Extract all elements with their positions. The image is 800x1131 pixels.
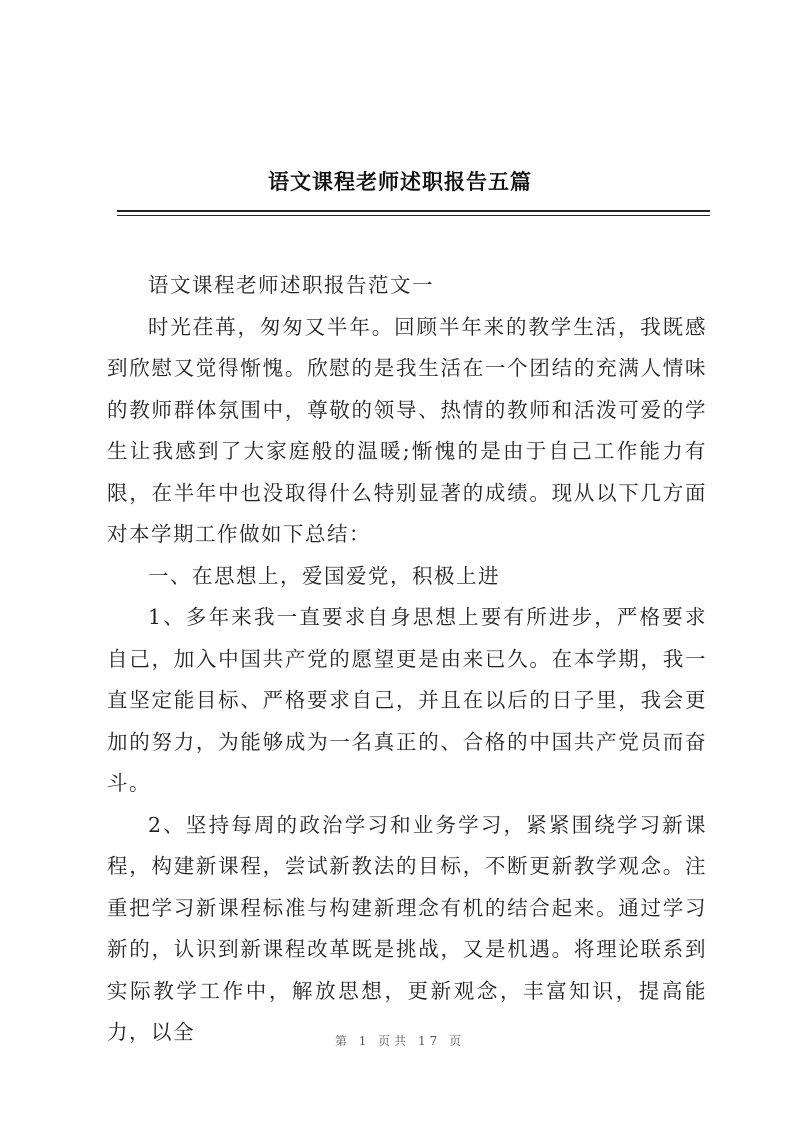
document-title: 语文课程老师述职报告五篇 <box>268 169 532 194</box>
paragraph: 2、坚持每周的政治学习和业务学习，紧紧围绕学习新课程，构建新课程，尝试新教法的目标，不断更新教学观念。注重把学习新课程标准与构建新理念有机的结合起来。通过学习新的，认识到新课程改革既是挑战，又是机遇。将理论联系到实际教学工作中，解放思想，更新观念，丰富知识，提高能力，以全 <box>107 812 707 1044</box>
paragraph: 时光荏苒，匆匆又半年。回顾半年来的教学生活，我既感到欣慰又觉得惭愧。欣慰的是我生活在一个团结的充满人情味的教师群体氛围中，尊敬的领导、热情的教师和活泼可爱的学生让我感到了大家庭般的温暖;惭愧的是由于自己工作能力有限，在半年中也没取得什么特别显著的成绩。现从以下几方面对本学期工作做如下总结： <box>107 314 707 546</box>
page-number-footer: 第 1 页共 17 页 <box>334 1034 466 1048</box>
subsection-heading: 一、在思想上，爱国爱党，积极上进 <box>148 563 500 588</box>
title-rule-thin <box>117 215 710 216</box>
document-body <box>107 265 707 1054</box>
section-heading: 语文课程老师述职报告范文一 <box>148 273 434 297</box>
title-rule-thick <box>117 210 710 212</box>
paragraph: 1、多年来我一直要求自身思想上要有所进步，严格要求自己，加入中国共产党的愿望更是由来已久。在本学期，我一直坚定能目标、严格要求自己，并且在以后的日子里，我会更加的努力，为能够成为一名真正的、合格的中国共产党员而奋斗。 <box>107 605 707 795</box>
